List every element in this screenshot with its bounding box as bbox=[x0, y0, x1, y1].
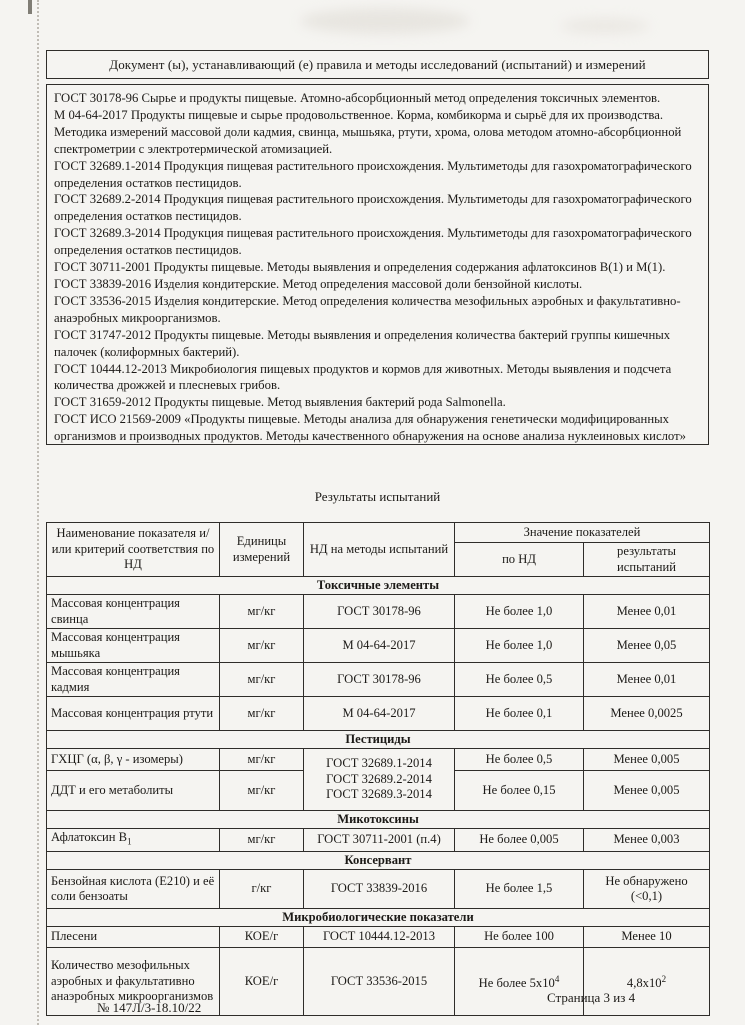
cell-name: Массовая концентрация ртути bbox=[47, 697, 220, 731]
cell-result: Менее 0,005 bbox=[584, 749, 710, 771]
section-row bbox=[47, 577, 710, 595]
method-item: ГОСТ 33536-2015 Изделия кондитерские. Метод определения количества мезофильных аэробных и факультативно-анаэробных микроорганизмов. bbox=[54, 293, 681, 325]
scan-artifact-mark bbox=[28, 0, 32, 14]
table-row bbox=[47, 629, 710, 663]
cell-name: Плесени bbox=[47, 927, 220, 948]
cell-nd: ГОСТ 30178-96 bbox=[304, 663, 455, 697]
cell-units: мг/кг bbox=[220, 595, 304, 629]
method-item: ГОСТ 31747-2012 Продукты пищевые. Методы выявления и определения количества бактерий группы кишечных палочек (колиформных бактерий). bbox=[54, 327, 671, 359]
table-header-row bbox=[47, 523, 710, 543]
cell-name: ГХЦГ (α, β, γ - изомеры) bbox=[47, 749, 220, 771]
documents-header-title: Документ (ы), устанавливающий (е) правила и методы исследований (испытаний) и измерений bbox=[109, 56, 646, 72]
method-item: ГОСТ 31659-2012 Продукты пищевые. Метод выявления бактерий рода Salmonella. bbox=[54, 395, 506, 410]
table-row bbox=[47, 595, 710, 629]
section-row bbox=[47, 909, 710, 927]
section-title: Микробиологические показатели bbox=[47, 909, 710, 927]
methods-list-box bbox=[46, 84, 709, 445]
results-section-title: Результаты испытаний bbox=[314, 489, 441, 504]
cell-name: Массовая концентрация кадмия bbox=[47, 663, 220, 697]
method-item: ГОСТ 30711-2001 Продукты пищевые. Методы выявления и определения содержания афлатоксинов В(1) и М(1). bbox=[54, 260, 666, 275]
scan-smudge bbox=[300, 8, 470, 34]
method-item: ГОСТ 32689.2-2014 Продукция пищевая растительного происхождения. Мультиметоды для газохроматографического определения остатков пестицидов. bbox=[54, 192, 692, 224]
scan-edge-line bbox=[37, 0, 40, 1025]
nd-line: ГОСТ 32689.1-2014 bbox=[326, 756, 432, 771]
method-item: М 04-64-2017 Продукты пищевые и сырье продовольственное. Корма, комбикорма и сырьё для их производства. Методика измерений массовой доли кадмия, свинца, мышьяка, ртути, хрома, олова методом атомно-абсорбционной спектрометрии с электротермической атомизацией. bbox=[54, 107, 682, 156]
method-item: ГОСТ 10444.12-2013 Микробиология пищевых продуктов и кормов для животных. Методы выявления и подсчета количества дрожжей и плесневых грибов. bbox=[54, 361, 672, 393]
cell-nd: ГОСТ 10444.12-2013 bbox=[304, 927, 455, 948]
col-header-nd-methods: НД на методы испытаний bbox=[304, 523, 455, 577]
cell-name: Бензойная кислота (Е210) и её соли бензоаты bbox=[47, 870, 220, 909]
section-row bbox=[47, 811, 710, 829]
cell-nd: М 04-64-2017 bbox=[304, 629, 455, 663]
cell-nd: ГОСТ 33536-2015 bbox=[304, 948, 455, 1016]
section-title: Пестициды bbox=[47, 731, 710, 749]
col-header-units: Единицы измерений bbox=[220, 523, 304, 577]
cell-name: Количество мезофильных аэробных и факультативно анаэробных микроорганизмов bbox=[47, 948, 220, 1016]
protocol-number: № 147Л/3-18.10/22 bbox=[97, 1000, 202, 1015]
cell-limit: Не более 0,5 bbox=[455, 663, 584, 697]
table-row bbox=[47, 829, 710, 852]
cell-units: мг/кг bbox=[220, 663, 304, 697]
scan-smudge bbox=[560, 18, 650, 34]
cell-name: Массовая концентрация мышьяка bbox=[47, 629, 220, 663]
cell-nd: ГОСТ 30178-96 bbox=[304, 595, 455, 629]
cell-name: Массовая концентрация свинца bbox=[47, 595, 220, 629]
method-item: ГОСТ ИСО 21569-2009 «Продукты пищевые. Методы анализа для обнаружения генетически модифицированных организмов и производных продуктов. Методы качественного обнаружения на основе анализа нуклеиновых кислот» bbox=[54, 412, 686, 444]
superscript: 2 bbox=[661, 973, 667, 984]
cell-limit: Не более 100 bbox=[455, 927, 584, 948]
cell-limit: Не более 1,5 bbox=[455, 870, 584, 909]
method-item: ГОСТ 32689.1-2014 Продукция пищевая растительного происхождения. Мультиметоды для газохроматографического определения остатков пестицидов. bbox=[54, 158, 692, 190]
cell-result: $4,8x10^2$ bbox=[584, 948, 710, 1016]
nd-line: ГОСТ 32689.3-2014 bbox=[326, 787, 432, 802]
col-header-value-group: Значение показателей bbox=[455, 523, 710, 543]
result-line: (<0,1) bbox=[630, 889, 663, 904]
cell-result: Менее 0,0025 bbox=[584, 697, 710, 731]
cell-result: Менее 0,01 bbox=[584, 595, 710, 629]
method-item: ГОСТ 30178-96 Сырье и продукты пищевые. Атомно-абсорбционный метод определения токсичных элементов. bbox=[54, 91, 661, 105]
cell-name: ДДТ и его метаболиты bbox=[47, 771, 220, 811]
cell-nd: М 04-64-2017 bbox=[304, 697, 455, 731]
cell-nd: ГОСТ 33839-2016 bbox=[304, 870, 455, 909]
cell-units: мг/кг bbox=[220, 771, 304, 811]
subscript: 1 bbox=[127, 836, 132, 847]
cell-name: Афлатоксин $В_1$ bbox=[47, 829, 220, 852]
cell-units: мг/кг bbox=[220, 629, 304, 663]
nd-line: ГОСТ 32689.2-2014 bbox=[326, 771, 432, 786]
cell-units: мг/кг bbox=[220, 749, 304, 771]
table-row bbox=[47, 870, 710, 909]
cell-limit: Не более 0,15 bbox=[455, 771, 584, 811]
cell-limit: Не более $5x10^4$ bbox=[455, 948, 584, 1016]
col-header-by-nd: по НД bbox=[455, 543, 584, 577]
section-title: Токсичные элементы bbox=[47, 577, 710, 595]
col-header-test-results: результаты испытаний bbox=[584, 543, 710, 577]
cell-limit: Не более 0,1 bbox=[455, 697, 584, 731]
cell-result bbox=[584, 870, 710, 909]
cell-units: КОЕ/г bbox=[220, 948, 304, 1016]
cell-units: мг/кг bbox=[220, 697, 304, 731]
table-row bbox=[47, 927, 710, 948]
cell-result: Менее 10 bbox=[584, 927, 710, 948]
table-row bbox=[47, 749, 710, 771]
table-row bbox=[47, 697, 710, 731]
section-title: Микотоксины bbox=[47, 811, 710, 829]
cell-units: г/кг bbox=[220, 870, 304, 909]
result-line: Не обнаружено bbox=[605, 873, 688, 888]
cell-limit: Не более 1,0 bbox=[455, 629, 584, 663]
cell-nd-merged bbox=[304, 749, 455, 811]
page-number: Страница 3 из 4 bbox=[547, 990, 636, 1005]
method-item: ГОСТ 33839-2016 Изделия кондитерские. Метод определения массовой доли бензойной кислоты. bbox=[54, 276, 583, 291]
results-table bbox=[46, 522, 710, 1016]
cell-result: Менее 0,005 bbox=[584, 771, 710, 811]
cell-nd: ГОСТ 30711-2001 (п.4) bbox=[304, 829, 455, 852]
cell-result: Менее 0,05 bbox=[584, 629, 710, 663]
cell-limit: Не более 0,005 bbox=[455, 829, 584, 852]
section-title: Консервант bbox=[47, 852, 710, 870]
documents-header-box bbox=[46, 50, 709, 79]
section-row bbox=[47, 852, 710, 870]
cell-limit: Не более 0,5 bbox=[455, 749, 584, 771]
cell-result: Менее 0,01 bbox=[584, 663, 710, 697]
cell-units: КОЕ/г bbox=[220, 927, 304, 948]
table-row bbox=[47, 663, 710, 697]
section-row bbox=[47, 731, 710, 749]
col-header-name: Наименование показателя и/или критерий соответствия по НД bbox=[47, 523, 220, 577]
cell-limit: Не более 1,0 bbox=[455, 595, 584, 629]
cell-result: Менее 0,003 bbox=[584, 829, 710, 852]
method-item: ГОСТ 32689.3-2014 Продукция пищевая растительного происхождения. Мультиметоды для газохроматографического определения остатков пестицидов. bbox=[54, 226, 692, 258]
cell-units: мг/кг bbox=[220, 829, 304, 852]
superscript: 4 bbox=[554, 973, 560, 984]
